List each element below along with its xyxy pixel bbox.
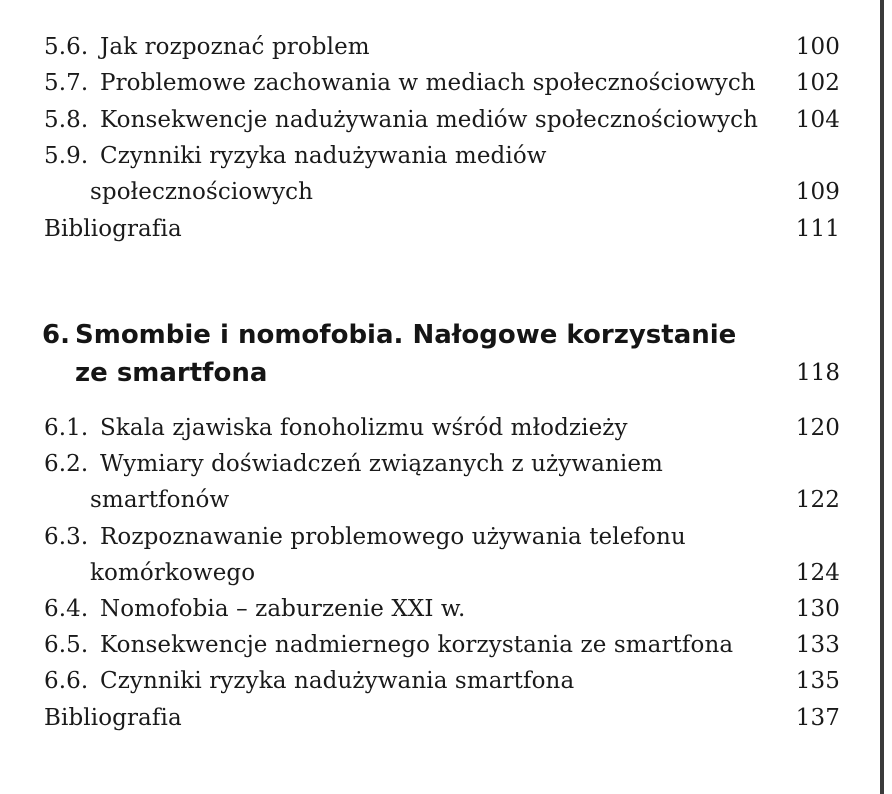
section-number: 6.5. <box>44 632 89 658</box>
section-number: 6.3. <box>44 524 89 550</box>
page-number: 130 <box>795 596 840 622</box>
page-number: 135 <box>795 668 840 694</box>
section-title: Problemowe zachowania w mediach społecznościowych <box>100 70 756 96</box>
page-number: 122 <box>795 487 840 513</box>
section-title: Nomofobia – zaburzenie XXI w. <box>100 596 466 622</box>
page-number: 133 <box>795 632 840 658</box>
chapter-title: Smombie i nomofobia. Nałogowe korzystanie <box>75 320 737 350</box>
bibliography-label: Bibliografia <box>44 216 182 242</box>
page-number: 111 <box>795 216 840 242</box>
page-number: 137 <box>795 705 840 731</box>
page-number: 124 <box>795 560 840 586</box>
section-title-continuation: społecznościowych <box>90 179 314 205</box>
page-number: 100 <box>795 34 840 60</box>
page-edge-divider <box>880 0 884 794</box>
page-number: 104 <box>795 107 840 133</box>
section-number: 6.6. <box>44 668 89 694</box>
section-number: 5.6. <box>44 34 89 60</box>
page-number: 120 <box>795 415 840 441</box>
section-number: 6.2. <box>44 451 89 477</box>
section-title: Skala zjawiska fonoholizmu wśród młodzieży <box>100 415 628 441</box>
section-title: Konsekwencje nadużywania mediów społecznościowych <box>100 107 758 133</box>
chapter-title-continuation: ze smartfona <box>75 358 268 388</box>
page-number: 102 <box>795 70 840 96</box>
bibliography-label: Bibliografia <box>44 705 182 731</box>
section-title: Jak rozpoznać problem <box>100 34 370 60</box>
chapter-number: 6. <box>42 320 70 350</box>
section-number: 6.4. <box>44 596 89 622</box>
section-title: Czynniki ryzyka nadużywania mediów <box>100 143 547 169</box>
section-title: Czynniki ryzyka nadużywania smartfona <box>100 668 575 694</box>
section-title-continuation: smartfonów <box>90 487 230 513</box>
section-number: 5.7. <box>44 70 89 96</box>
section-number: 5.9. <box>44 143 89 169</box>
page-number: 109 <box>795 179 840 205</box>
section-number: 6.1. <box>44 415 89 441</box>
section-title: Rozpoznawanie problemowego używania telefonu <box>100 524 686 550</box>
section-title: Konsekwencje nadmiernego korzystania ze smartfona <box>100 632 734 658</box>
section-title: Wymiary doświadczeń związanych z używaniem <box>100 451 663 477</box>
page-number: 118 <box>796 360 840 386</box>
section-number: 5.8. <box>44 107 89 133</box>
section-title-continuation: komórkowego <box>90 560 256 586</box>
